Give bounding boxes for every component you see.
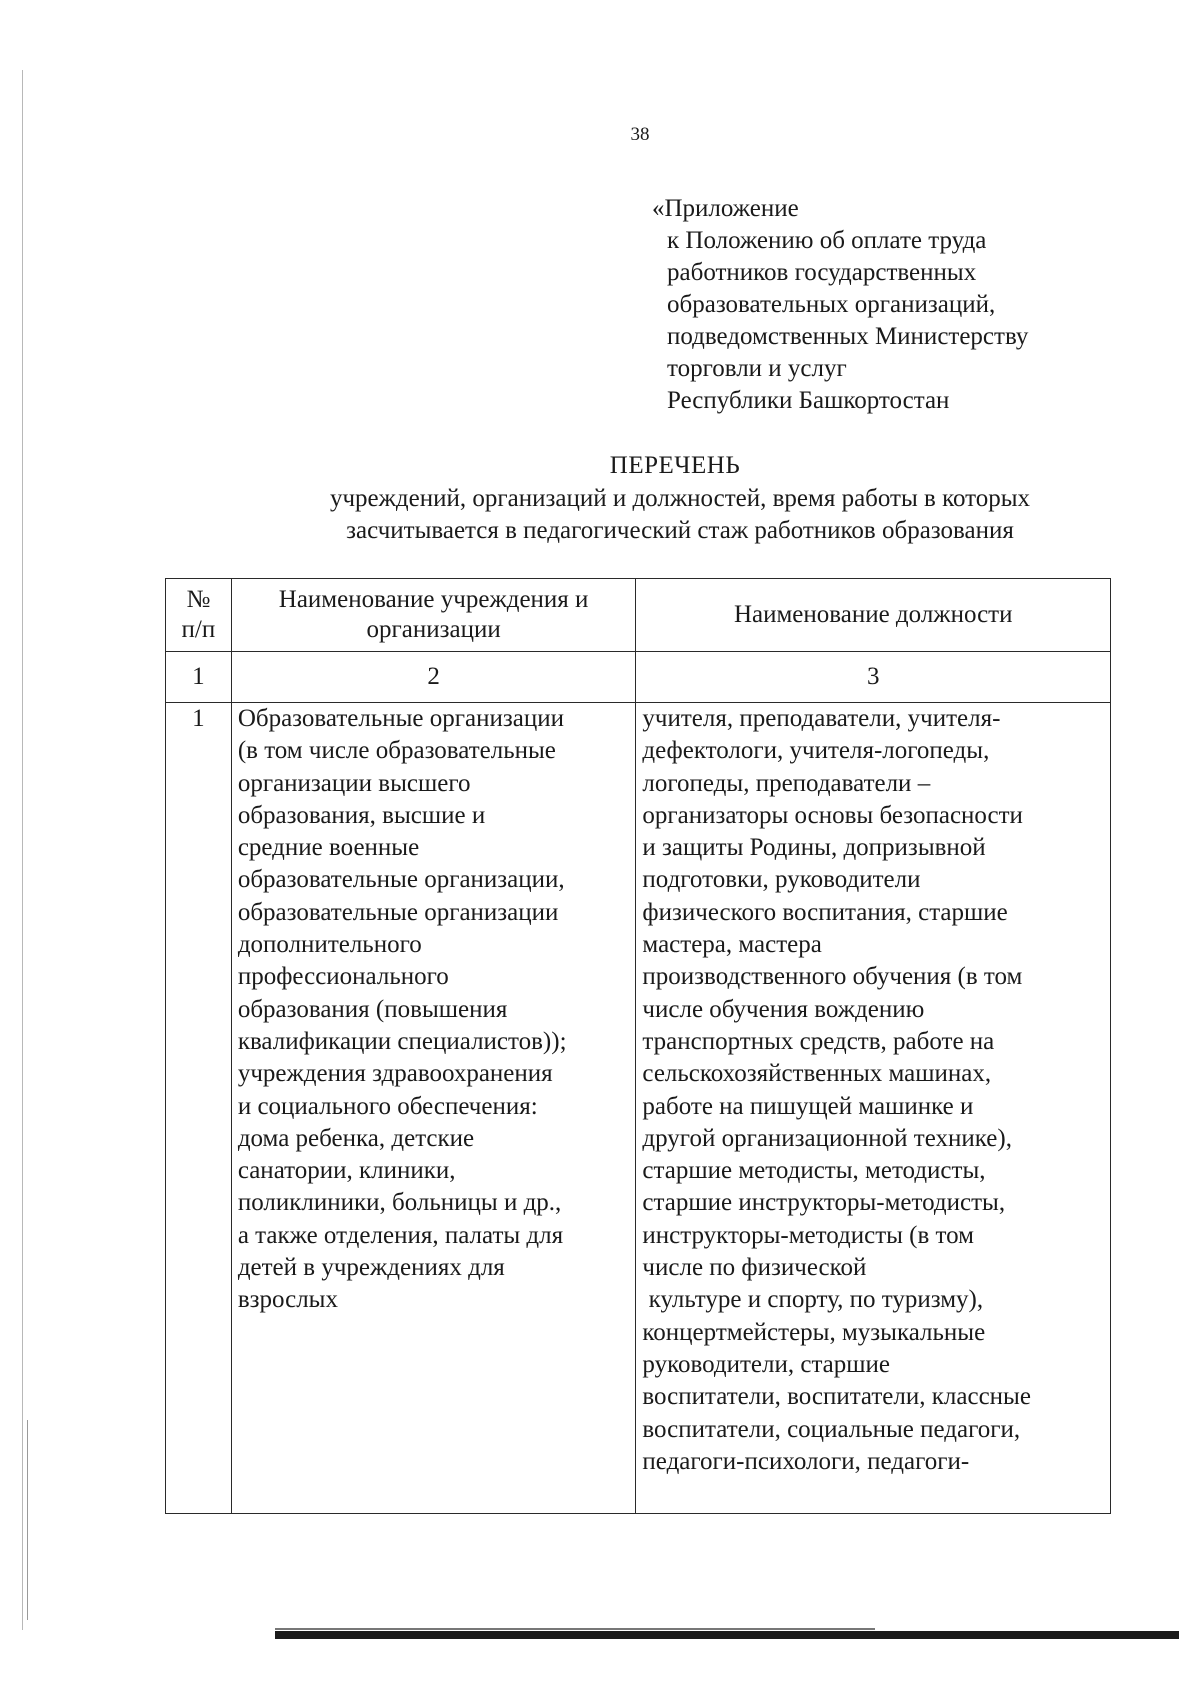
position-line: мастера, мастера bbox=[642, 931, 822, 959]
appendix-line: Республики Башкортостан bbox=[667, 387, 950, 414]
organization-line: организации высшего bbox=[237, 769, 471, 797]
table-header-row bbox=[166, 579, 1111, 652]
position-line: организаторы основы безопасности bbox=[642, 801, 1023, 829]
position-line: производственного обучения (в том bbox=[642, 963, 1023, 991]
scan-edge-line bbox=[22, 70, 23, 1630]
column-index: 2 bbox=[231, 652, 636, 703]
position-line: другой организационной технике), bbox=[642, 1124, 1012, 1152]
organization-line: профессионального bbox=[237, 963, 449, 991]
organization-line: квалификации специалистов)); bbox=[237, 1027, 567, 1055]
document-title: ПЕРЕЧЕНЬ bbox=[609, 452, 741, 479]
position-line: учителя, преподаватели, учителя- bbox=[642, 705, 1001, 732]
appendix-line: образовательных организаций, bbox=[667, 291, 996, 318]
appendix-line: к Положению об оплате труда bbox=[667, 227, 987, 254]
position-line: числе по физической bbox=[642, 1254, 867, 1282]
header-number-line: п/п bbox=[181, 616, 216, 643]
header-organization bbox=[231, 579, 636, 652]
position-line: числе обучения вождению bbox=[642, 995, 925, 1023]
position-line: дефектологи, учителя-логопеды, bbox=[642, 737, 990, 765]
organization-line: образовательные организации, bbox=[237, 866, 565, 894]
appendix-line: работников государственных bbox=[667, 259, 977, 286]
appendix-line: торговли и услуг bbox=[667, 355, 847, 382]
organization-line: (в том числе образовательные bbox=[237, 737, 556, 765]
row-number: 1 bbox=[166, 703, 232, 1514]
organization-line: образования (повышения bbox=[237, 995, 508, 1023]
position-line: логопеды, преподаватели – bbox=[642, 769, 931, 797]
subtitle-line: засчитывается в педагогический стаж работников образования bbox=[346, 517, 1014, 544]
organization-line: а также отделения, палаты для bbox=[237, 1221, 564, 1249]
scan-edge-line bbox=[27, 1420, 28, 1620]
position-line: культуре и спорту, по туризму), bbox=[642, 1286, 984, 1314]
position-line: концертмейстеры, музыкальные bbox=[642, 1318, 986, 1346]
position-line: работе на пишущей машинке и bbox=[642, 1092, 974, 1120]
scan-bottom-edge bbox=[275, 1631, 1179, 1639]
organization-line: дополнительного bbox=[237, 931, 422, 959]
organization-line: учреждения здравоохранения bbox=[237, 1060, 553, 1088]
position-line: руководители, старшие bbox=[642, 1350, 891, 1378]
organization-line: детей в учреждениях для bbox=[237, 1254, 505, 1282]
positions-table bbox=[165, 578, 1111, 1514]
page-number: 38 bbox=[630, 124, 650, 145]
position-line: физического воспитания, старшие bbox=[642, 898, 1008, 926]
organization-line: Образовательные организации bbox=[237, 705, 564, 732]
appendix-line: «Приложение bbox=[652, 195, 799, 222]
table-row bbox=[166, 703, 1111, 1514]
column-index: 3 bbox=[636, 652, 1111, 703]
position-line: инструкторы-методисты (в том bbox=[642, 1221, 974, 1249]
position-line: подготовки, руководители bbox=[642, 866, 921, 894]
subtitle-line: учреждений, организаций и должностей, время работы в которых bbox=[329, 485, 1031, 512]
position-line: транспортных средств, работе на bbox=[642, 1027, 995, 1055]
header-position: Наименование должности bbox=[636, 579, 1111, 652]
appendix-reference bbox=[652, 193, 1028, 417]
position-cell bbox=[636, 703, 1111, 1514]
organization-line: образовательные организации bbox=[237, 898, 559, 926]
header-organization-line: Наименование учреждения и bbox=[278, 586, 589, 613]
position-line: старшие инструкторы-методисты, bbox=[642, 1189, 1006, 1217]
organization-line: и социального обеспечения: bbox=[237, 1092, 538, 1120]
document-subtitle bbox=[240, 483, 1120, 547]
column-index: 1 bbox=[166, 652, 232, 703]
appendix-line: подведомственных Министерству bbox=[667, 323, 1029, 350]
position-line: старшие методисты, методисты, bbox=[642, 1157, 986, 1185]
organization-cell bbox=[231, 703, 636, 1514]
header-number-line: № bbox=[186, 586, 211, 613]
scan-bottom-edge bbox=[275, 1628, 875, 1630]
organization-line: поликлиники, больницы и др., bbox=[237, 1189, 562, 1217]
position-line: педагоги-психологи, педагоги- bbox=[642, 1447, 970, 1475]
organization-line: образования, высшие и bbox=[237, 801, 486, 829]
position-line: воспитатели, социальные педагоги, bbox=[642, 1415, 1021, 1443]
organization-line: взрослых bbox=[237, 1286, 338, 1314]
position-line: и защиты Родины, допризывной bbox=[642, 834, 986, 862]
organization-line: средние военные bbox=[237, 834, 420, 862]
organization-line: дома ребенка, детские bbox=[237, 1124, 475, 1152]
organization-line: санатории, клиники, bbox=[237, 1157, 456, 1185]
column-index-row bbox=[166, 652, 1111, 703]
position-line: сельскохозяйственных машинах, bbox=[642, 1060, 992, 1088]
header-organization-line: организации bbox=[366, 616, 501, 643]
header-number bbox=[166, 579, 232, 652]
position-line: воспитатели, воспитатели, классные bbox=[642, 1383, 1031, 1411]
